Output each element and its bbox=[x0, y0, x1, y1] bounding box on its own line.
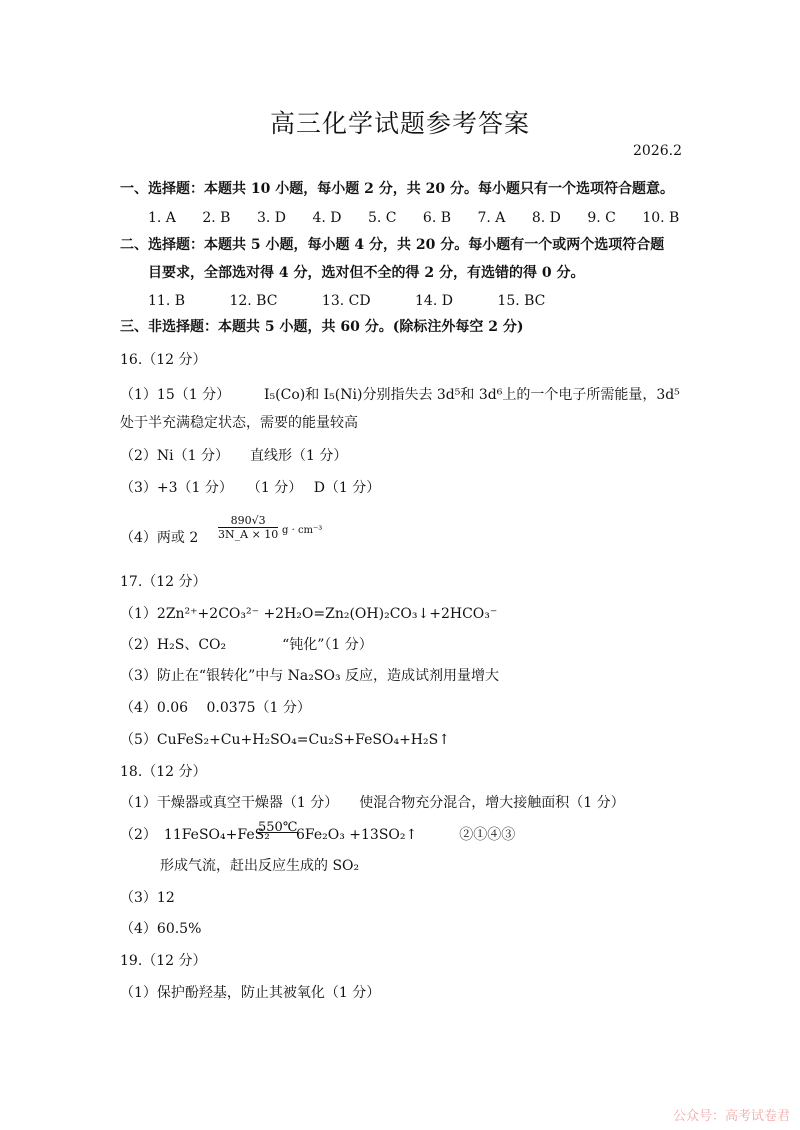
answer-11: 11. B bbox=[148, 293, 186, 309]
q17-part3: （3）防止在“银转化”中与 Na₂SO₃ 反应，造成试剂用量增大 bbox=[120, 668, 500, 684]
q18-part2-equation-left: （2） 11FeSO₄+FeS₂ bbox=[120, 827, 270, 843]
q17-part2: （2）H₂S、CO₂ “钝化”（1 分） bbox=[120, 637, 373, 653]
reaction-temperature: 550℃ bbox=[258, 820, 298, 835]
answer-1: 1. A bbox=[148, 210, 176, 226]
answer-7: 7. A bbox=[477, 210, 506, 226]
answer-15: 15. BC bbox=[497, 293, 546, 309]
q19-part1: （1）保护酚羟基，防止其被氧化（1 分） bbox=[120, 985, 381, 1001]
q17-part1: （1）2Zn²⁺+2CO₃²⁻ +2H₂O=Zn₂(OH)₂CO₃↓+2HCO₃⁻ bbox=[120, 606, 498, 622]
q16-part1-explanation-cont: 处于半充满稳定状态，需要的能量较高 bbox=[120, 415, 358, 431]
q18-part2-equation-right: 6Fe₂O₃ +13SO₂↑ ②①④③ bbox=[296, 827, 516, 843]
answer-3: 3. D bbox=[256, 210, 286, 226]
q18-part2-purpose: 形成气流，赶出反应生成的 SO₂ bbox=[160, 858, 360, 874]
q18-header: 18.（12 分） bbox=[120, 764, 207, 780]
answer-4: 4. D bbox=[312, 210, 342, 226]
document-date: 2026.2 bbox=[633, 143, 682, 159]
q18-part4: （4）60.5% bbox=[120, 921, 202, 937]
q18-reaction-condition bbox=[258, 818, 297, 837]
page-title: 高三化学试题参考答案 bbox=[269, 109, 530, 138]
fraction-numerator: 890√3 bbox=[218, 514, 278, 528]
section2-heading-line1: 二、选择题：本题共 5 小题，每小题 4 分，共 20 分。每小题有一个或两个选项符合题 bbox=[120, 237, 665, 253]
section2-answers bbox=[148, 292, 567, 310]
answer-8: 8. D bbox=[531, 210, 561, 226]
q16-part1-explanation: I₅(Co)和 I₅(Ni)分别指失去 3d⁵和 3d⁶上的一个电子所需能量，3d⁵ bbox=[264, 387, 680, 403]
section1-heading: 一、选择题：本题共 10 小题，每小题 2 分，共 20 分。每小题只有一个选项符合题意。 bbox=[120, 181, 674, 197]
q16-part3: （3）+3（1 分） （1 分） D（1 分） bbox=[120, 480, 381, 496]
watermark-text: 公众号：高考试卷君 bbox=[672, 1109, 790, 1124]
q16-density-unit: g · cm⁻³ bbox=[282, 525, 323, 536]
answer-13: 13. CD bbox=[321, 293, 371, 309]
q16-header: 16.（12 分） bbox=[120, 352, 207, 368]
q17-header: 17.（12 分） bbox=[120, 574, 207, 590]
fraction-denominator: 3N_A × 10 bbox=[218, 528, 279, 541]
q16-part2: （2）Ni（1 分） 直线形（1 分） bbox=[120, 448, 348, 464]
q17-part4: （4）0.06 0.0375（1 分） bbox=[120, 700, 311, 716]
answer-2: 2. B bbox=[202, 210, 231, 226]
answer-12: 12. BC bbox=[229, 293, 278, 309]
section3-heading: 三、非选择题：本题共 5 小题，共 60 分。(除标注外每空 2 分) bbox=[120, 319, 524, 335]
q16-density-fraction bbox=[218, 514, 278, 541]
answer-10: 10. B bbox=[642, 210, 680, 226]
section2-heading-line2: 目要求，全部选对得 4 分，选对但不全的得 2 分，有选错的得 0 分。 bbox=[148, 265, 585, 281]
q16-part4: （4）两或 2 bbox=[120, 530, 199, 546]
q18-part3: （3）12 bbox=[120, 890, 175, 906]
q17-part5: （5）CuFeS₂+Cu+H₂SO₄=Cu₂S+FeSO₄+H₂S↑ bbox=[120, 732, 450, 748]
q18-part1: （1）干燥器或真空干燥器（1 分） 使混合物充分混合，增大接触面积（1 分） bbox=[120, 795, 625, 811]
q16-part1-score: （1）15（1 分） bbox=[120, 387, 231, 403]
q19-header: 19.（12 分） bbox=[120, 953, 207, 969]
answer-5: 5. C bbox=[367, 210, 397, 226]
section1-answers bbox=[148, 209, 679, 227]
answer-14: 14. D bbox=[415, 293, 453, 309]
answer-9: 9. C bbox=[587, 210, 616, 226]
answer-6: 6. B bbox=[422, 210, 452, 226]
